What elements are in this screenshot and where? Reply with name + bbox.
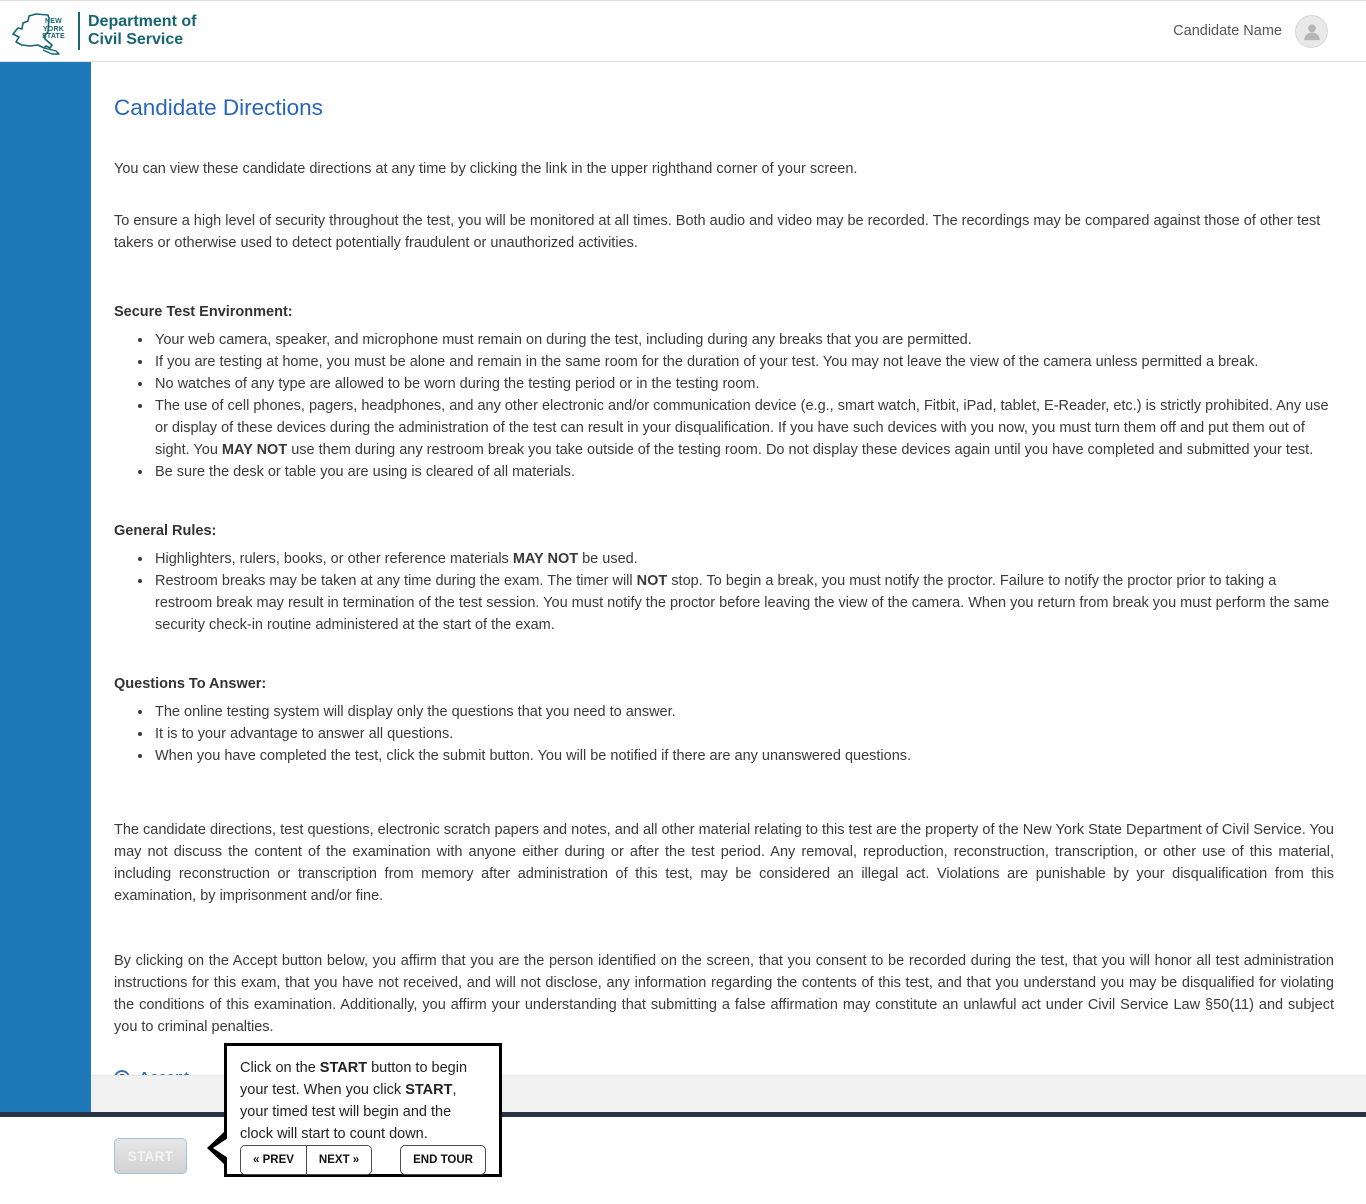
page-title: Candidate Directions bbox=[114, 95, 323, 120]
list-item: • Be sure the desk or table you are using is cleared of all materials. bbox=[153, 461, 1334, 483]
end-tour-button[interactable]: END TOUR bbox=[400, 1145, 486, 1175]
tour-text: Click on the START button to begin your test. When you click START, your timed test will begin and the clock will start to count down. bbox=[240, 1060, 468, 1142]
logo-dept-line2: Civil Service bbox=[88, 31, 184, 48]
section-heading: General Rules: bbox=[114, 523, 217, 539]
candidate-name: Candidate Name bbox=[1173, 23, 1282, 39]
avatar[interactable] bbox=[1295, 15, 1328, 48]
list-item: • If you are testing at home, you must be alone and remain in the same room for the duration of your test. You may not leave the view of the camera unless permitted a break. bbox=[153, 351, 1334, 373]
main-content bbox=[91, 62, 1366, 1204]
logo-state-line: STATE bbox=[42, 33, 65, 40]
property-legal-paragraph: The candidate directions, test questions, electronic scratch papers and notes, and all other material relating to this test are the property of the New York State Department of Civil Service. You may not discuss the content of the examination with anyone either during or after the test period. Any removal, reproduction, reconstruction, transcription, or other use of this material, including reconstruction or transcription from memory after administration of this test, may be considered an illegal act. Violations are punishable by your disqualification from this examination, by imprisonment and/or fine. bbox=[114, 822, 1334, 904]
tour-popup bbox=[224, 1043, 502, 1177]
nys-dcs-logo bbox=[10, 5, 196, 57]
tour-buttons bbox=[240, 1145, 486, 1175]
secure-test-environment-section bbox=[114, 304, 1334, 483]
list-item: • Highlighters, rulers, books, or other reference materials MAY NOT be used. bbox=[153, 548, 1334, 570]
bottom-bar bbox=[0, 1112, 1366, 1117]
list-item: • Restroom breaks may be taken at any time during the exam. The timer will NOT stop. To begin a break, you must notify the proctor. Failure to notify the proctor prior to taking a restroom break may result in termination of the test session. You must notify the proctor before leaving the view of the camera. When you return from break you must perform the same security check-in routine administered at the start of the exam. bbox=[153, 570, 1334, 636]
list-item: • The online testing system will display only the questions that you need to answer. bbox=[153, 701, 1334, 723]
tour-nav-button-group bbox=[240, 1145, 372, 1175]
list-item: • When you have completed the test, click the submit button. You will be notified if there are any unanswered questions. bbox=[153, 745, 1334, 767]
questions-list bbox=[114, 701, 1334, 767]
person-icon bbox=[1301, 20, 1323, 42]
secure-list bbox=[114, 329, 1334, 483]
intro-paragraph-1: You can view these candidate directions at any time by clicking the link in the upper righthand corner of your screen. bbox=[114, 161, 858, 177]
next-button[interactable]: NEXT » bbox=[306, 1146, 371, 1174]
general-rules-list bbox=[114, 548, 1334, 636]
list-item: • It is to your advantage to answer all questions. bbox=[153, 723, 1334, 745]
prev-button[interactable]: « PREV bbox=[241, 1146, 306, 1174]
list-item: • The use of cell phones, pagers, headphones, and any other electronic and/or communication device (e.g., smart watch, Fitbit, iPad, tablet, E-Reader, etc.) is strictly prohibited. Any use or display of these devices during the administration of the test can result in your disqualification. If you have such devices with you now, you must turn them off and put them out of sight. You MAY NOT use them during any restroom break you take outside of the testing room. Do not display these devices again until you have completed and submitted your test. bbox=[153, 395, 1334, 461]
general-rules-section bbox=[114, 523, 1334, 636]
list-item: • No watches of any type are allowed to be worn during the testing period or in the testing room. bbox=[153, 373, 1334, 395]
logo-dept-line1: Department of bbox=[88, 13, 197, 30]
logo-state-line: NEW bbox=[44, 18, 62, 25]
list-item: • Your web camera, speaker, and microphone must remain on during the test, including during any breaks that you are permitted. bbox=[153, 329, 1334, 351]
ny-state-outline-icon bbox=[10, 6, 76, 56]
left-sidebar bbox=[0, 62, 91, 1112]
header-right bbox=[1173, 15, 1328, 48]
intro-paragraph-2: To ensure a high level of security throughout the test, you will be monitored at all times. Both audio and video may be recorded. The recordings may be compared against those of other test takers or otherwise used to detect potentially fraudulent or unauthorized activities. bbox=[114, 213, 1321, 251]
affirmation-legal-paragraph: By clicking on the Accept button below, you affirm that you are the person identified on the screen, that you consent to be recorded during the test, that you will honor all test administration instructions for this exam, that you have not received, and will not disclose, any information regarding the contents of this test, and that you understand you may be disqualified for violating the conditions of this examination. Additionally, you affirm your understanding that submitting a false affirmation may constitute an unlawful act under Civil Service Law §50(11) and subject you to criminal penalties. bbox=[114, 953, 1334, 1035]
section-heading: Secure Test Environment: bbox=[114, 304, 293, 320]
section-heading: Questions To Answer: bbox=[114, 676, 267, 692]
logo-state-line: YORK bbox=[42, 25, 64, 33]
start-button[interactable]: START bbox=[114, 1138, 187, 1174]
app-header bbox=[0, 0, 1366, 62]
logo-divider bbox=[78, 12, 80, 50]
questions-to-answer-section bbox=[114, 676, 1334, 767]
